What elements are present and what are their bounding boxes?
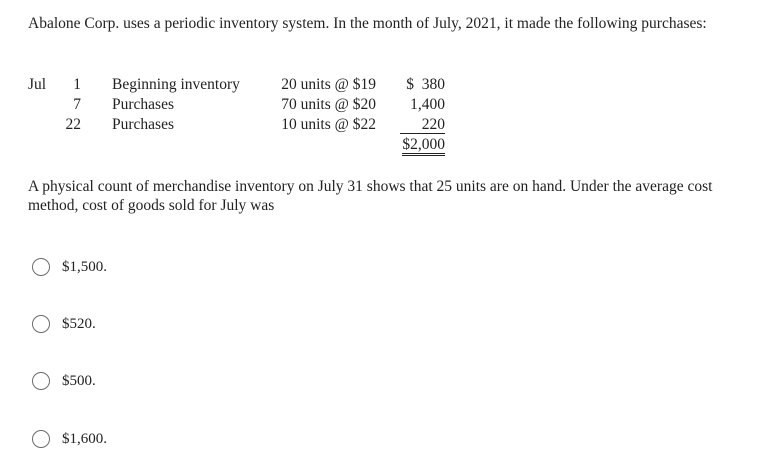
radio-button[interactable] [32, 372, 50, 390]
question-intro: Abalone Corp. uses a periodic inventory system. In the month of July, 2021, it made the following purchases: [28, 15, 707, 32]
option-label: $1,500. [62, 258, 107, 275]
quantity-cell: 70 units @ $20 [281, 96, 376, 113]
total-cell [388, 135, 445, 156]
option-label: $500. [62, 372, 96, 389]
quantity-cell: 20 units @ $19 [281, 76, 376, 93]
total-amount: $2,000 [402, 136, 445, 156]
option-label: $520. [62, 315, 96, 332]
amount-cell: $ 380 [406, 76, 445, 93]
radio-button[interactable] [32, 430, 50, 448]
amount-underlined: 220 [400, 116, 445, 134]
day-cell: 22 [65, 116, 81, 133]
description-cell: Purchases [112, 116, 174, 133]
day-cell: 1 [73, 76, 81, 93]
answer-option[interactable] [32, 314, 96, 334]
amount-cell [388, 115, 445, 135]
description-cell: Beginning inventory [112, 76, 240, 93]
month-label: Jul [28, 76, 47, 93]
quantity-cell: 10 units @ $22 [281, 116, 376, 133]
radio-button[interactable] [32, 258, 50, 276]
description-cell: Purchases [112, 96, 174, 113]
amount-cell: 1,400 [410, 96, 445, 113]
answer-option[interactable] [32, 257, 107, 277]
radio-button[interactable] [32, 315, 50, 333]
question-prompt: A physical count of merchandise inventory on July 31 shows that 25 units are on hand. Under the average cost method, cost of goods sold for July was [28, 178, 713, 214]
answer-option[interactable] [32, 429, 107, 449]
option-label: $1,600. [62, 430, 107, 447]
answer-option[interactable] [32, 371, 96, 391]
day-cell: 7 [73, 96, 81, 113]
